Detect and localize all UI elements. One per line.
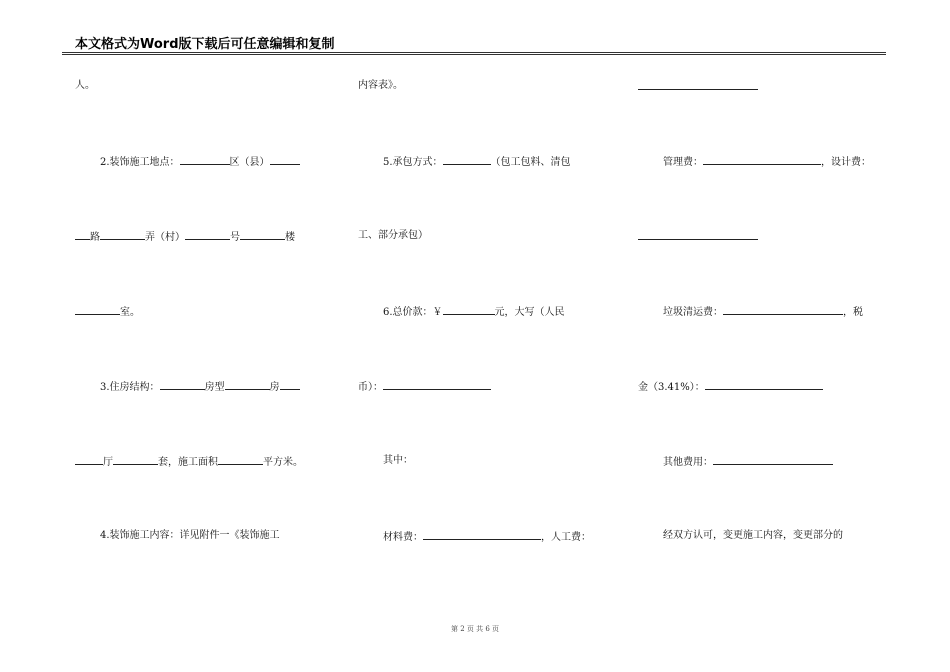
structure-line bbox=[100, 380, 300, 394]
label: ，人工费： bbox=[541, 532, 591, 543]
blank-field[interactable] bbox=[75, 305, 120, 315]
label: 区（县） bbox=[229, 157, 270, 168]
blank-field[interactable] bbox=[185, 230, 230, 240]
label: 厅 bbox=[103, 457, 113, 468]
garbage-fee-line bbox=[663, 305, 863, 319]
label: ，税 bbox=[843, 307, 863, 318]
total-price-line bbox=[383, 305, 565, 319]
blank-field[interactable] bbox=[638, 230, 758, 240]
room-line bbox=[75, 305, 140, 319]
blank-field[interactable] bbox=[75, 455, 103, 465]
line-text: 内容表》。 bbox=[358, 80, 403, 91]
label: 弄（村） bbox=[145, 232, 185, 243]
page-number: 第 2 页 共 6 页 bbox=[450, 625, 500, 633]
blank-field[interactable] bbox=[75, 230, 90, 240]
address-detail-line bbox=[75, 230, 295, 244]
label: 5.承包方式： bbox=[383, 157, 443, 168]
blank-field[interactable] bbox=[723, 305, 843, 315]
label: 管理费： bbox=[663, 157, 703, 168]
label: 材料费： bbox=[383, 532, 423, 543]
blank-field[interactable] bbox=[280, 380, 300, 390]
blank-field[interactable] bbox=[383, 380, 491, 390]
blank-field[interactable] bbox=[100, 230, 145, 240]
blank-field[interactable] bbox=[113, 455, 158, 465]
blank-field[interactable] bbox=[443, 305, 495, 315]
label: 币）： bbox=[358, 382, 383, 393]
text-line bbox=[383, 455, 413, 467]
material-fee-line bbox=[383, 530, 591, 544]
label: 房 bbox=[269, 382, 280, 393]
label: 3.住房结构： bbox=[100, 382, 160, 393]
line-text: 人。 bbox=[75, 80, 95, 91]
blank-field[interactable] bbox=[270, 155, 300, 165]
text-line bbox=[358, 230, 428, 242]
content-line bbox=[100, 530, 280, 542]
label: 垃圾清运费： bbox=[663, 307, 723, 318]
label: 元，大写（人民 bbox=[494, 307, 565, 318]
label: 2.装饰施工地点： bbox=[100, 157, 180, 168]
other-fee-line bbox=[663, 455, 833, 469]
label: 6.总价款：￥ bbox=[383, 307, 443, 318]
line-text: 工、部分承包） bbox=[358, 230, 428, 241]
label: 金（3.41%）： bbox=[638, 382, 705, 393]
blank-field[interactable] bbox=[423, 530, 541, 540]
header-rule-thin bbox=[62, 54, 886, 55]
label: 房型 bbox=[204, 382, 225, 393]
blank-line bbox=[638, 230, 758, 244]
line-text: 其中： bbox=[383, 455, 413, 466]
blank-field[interactable] bbox=[225, 380, 270, 390]
blank-field[interactable] bbox=[443, 155, 491, 165]
management-fee-line bbox=[663, 155, 871, 169]
label: 套，施工面积 bbox=[158, 457, 218, 468]
label: ，设计费： bbox=[821, 157, 871, 168]
tax-line bbox=[638, 380, 823, 394]
label: 平方米。 bbox=[263, 457, 303, 468]
site-address-line bbox=[100, 155, 300, 169]
amount-words-line bbox=[358, 380, 491, 394]
label: 室。 bbox=[120, 307, 140, 318]
blank-field[interactable] bbox=[713, 455, 833, 465]
label: 路 bbox=[90, 232, 100, 243]
text-line bbox=[358, 80, 403, 92]
text-line bbox=[663, 530, 843, 542]
contract-mode-line bbox=[383, 155, 571, 169]
label: 号 bbox=[230, 232, 240, 243]
area-line bbox=[75, 455, 303, 469]
blank-line bbox=[638, 80, 758, 94]
label: （包工包料、清包 bbox=[490, 157, 571, 168]
header-rule bbox=[62, 52, 886, 53]
blank-field[interactable] bbox=[638, 80, 758, 90]
line-text: 经双方认可，变更施工内容，变更部分的 bbox=[663, 530, 843, 541]
blank-field[interactable] bbox=[705, 380, 823, 390]
blank-field[interactable] bbox=[703, 155, 821, 165]
label: 其他费用： bbox=[663, 457, 713, 468]
blank-field[interactable] bbox=[180, 155, 230, 165]
blank-field[interactable] bbox=[240, 230, 285, 240]
line-text: 4.装饰施工内容：详见附件一《装饰施工 bbox=[100, 530, 280, 541]
page-header: 本文格式为Word版下载后可任意编辑和复制 bbox=[75, 37, 335, 52]
label: 楼 bbox=[285, 232, 295, 243]
text-line bbox=[75, 80, 95, 92]
blank-field[interactable] bbox=[160, 380, 205, 390]
blank-field[interactable] bbox=[218, 455, 263, 465]
